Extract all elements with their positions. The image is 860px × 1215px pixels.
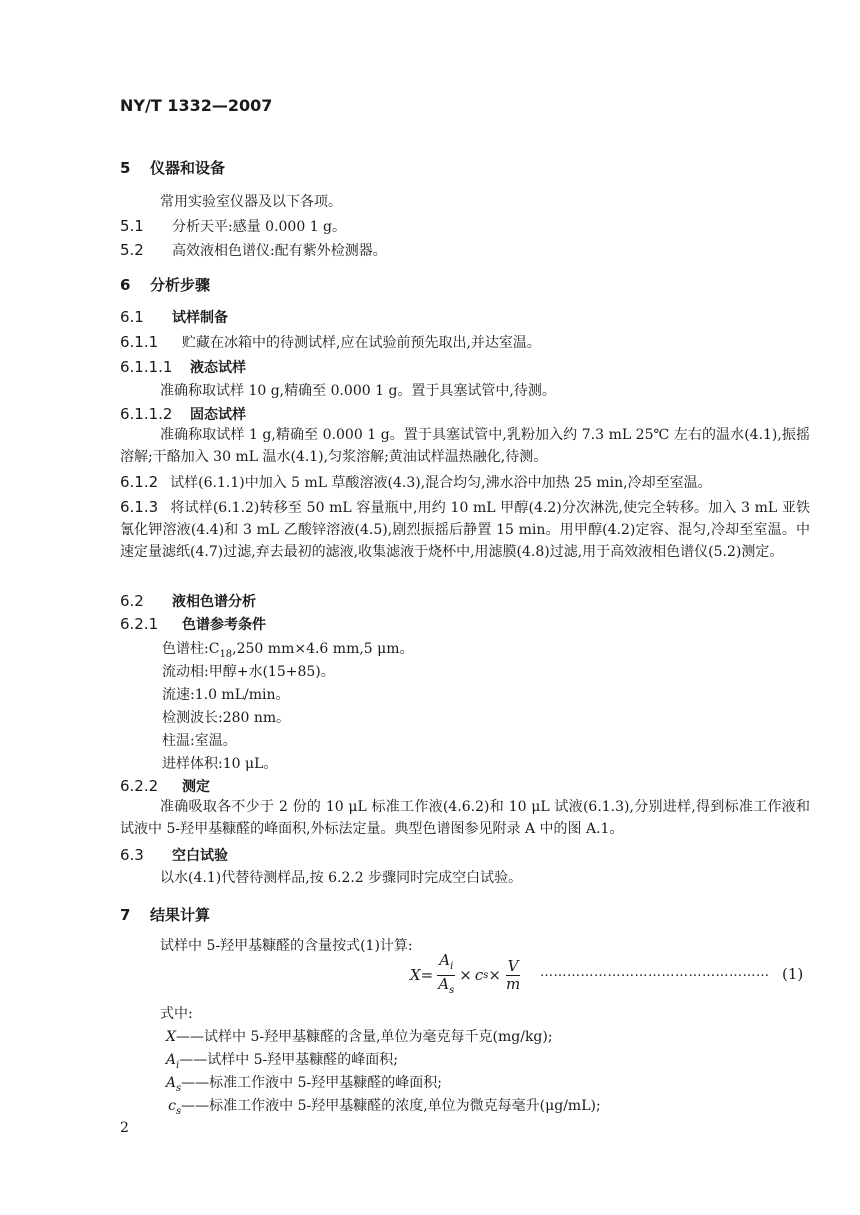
clause-number: 6.1.3 [120,498,159,516]
clause-number: 6.1.1 [120,333,159,351]
column-suffix: ,250 mm×4.6 mm,5 μm。 [232,641,414,657]
numerator-volume: V [507,956,519,975]
fraction-volume-mass [504,958,522,993]
column-subscript: 18 [219,648,233,660]
symbol: c [168,1098,176,1114]
column-prefix: 色谱柱:C [162,641,220,657]
condition-mobile-phase: 流动相:甲醇+水(15+85)。 [162,664,335,680]
clause-text: 贮藏在冰箱中的待测试样,应在试验前预先取出,并达室温。 [182,335,541,351]
clause-6-1-3 [120,496,810,563]
clause-6-1-1-1-text: 准确称取试样 10 g,精确至 0.000 1 g。置于具塞试管中,待测。 [160,383,556,399]
clause-6-1-2 [120,471,810,494]
section-title: 仪器和设备 [150,159,226,177]
numerator-symbol: A [439,950,451,969]
clause-number: 6.1.1.1 [120,358,173,376]
clause-title: 液态试样 [190,360,246,376]
denominator-mass: m [505,974,521,993]
clause-text: 高效液相色谱仪:配有紫外检测器。 [172,243,387,259]
section-number: 5 [120,159,131,177]
clause-number: 6.1.1.2 [120,405,173,423]
clause-6-2-2-heading [120,776,210,796]
clause-number: 6.1 [120,308,144,326]
condition-wavelength: 检测波长:280 nm。 [162,710,291,726]
section-title: 结果计算 [150,906,211,924]
clause-number: 6.2 [120,592,144,610]
symbol: A [165,1075,176,1091]
clause-6-2-1-heading [120,614,266,634]
section-6-heading [120,274,210,295]
where-label: 式中: [160,1006,193,1022]
section-number: 6 [120,276,131,294]
condition-column-temp: 柱温:室温。 [162,733,237,749]
clause-title: 试样制备 [172,310,228,326]
section-7-heading [120,904,210,925]
clause-6-2-heading [120,591,256,611]
definition-text: ——标准工作液中 5-羟甲基糠醛的峰面积; [181,1075,442,1091]
clause-6-1-heading [120,307,228,327]
symbol-subscript: s [176,1105,182,1117]
clause-title: 固态试样 [190,407,246,423]
fraction-area [436,952,456,999]
concentration-symbol: c [474,966,484,984]
clause-number: 5.2 [120,241,144,259]
standard-number: NY/T 1332—2007 [120,96,273,115]
clause-title: 色谱参考条件 [182,617,266,633]
clause-number: 6.1.2 [120,473,159,491]
formula-lhs: X= [410,966,434,984]
clause-5-1 [120,216,346,236]
denominator-symbol: A [438,974,450,993]
formula-1 [410,950,810,996]
section-number: 7 [120,906,131,924]
clause-text: 将试样(6.1.2)转移至 50 mL 容量瓶中,用约 10 mL 甲醇(4.2)分次淋洗,使完全转移。加入 3 mL 亚铁氰化钾溶液(4.4)和 3 mL 乙酸锌溶液(4.5),剧烈振摇后静置 15 min。用甲醇(4.2)定容、混匀,冷却至室温。中速定量滤纸(4.7)过滤,弃去最初的滤液,收集滤液于烧杯中,用滤膜(4.8)过滤,用于高效液相色谱仪(5.2)测定。 [120,500,810,560]
denominator-subscript: s [449,984,455,996]
section-5-intro: 常用实验室仪器及以下各项。 [160,194,342,210]
definition-as [160,1072,442,1094]
page-number: 2 [120,1120,129,1136]
equation-number: (1) [782,965,804,983]
clause-6-1-1 [120,332,541,352]
condition-column [162,638,414,660]
clause-text: 试样(6.1.1)中加入 5 mL 草酸溶液(4.3),混合均匀,沸水浴中加热 25 min,冷却至室温。 [170,475,712,491]
clause-6-1-1-1-heading [120,357,246,377]
clause-6-1-1-2-text: 准确称取试样 1 g,精确至 0.000 1 g。置于具塞试管中,乳粉加入约 7.3 mL 25℃ 左右的温水(4.1),振摇溶解;干酪加入 30 mL 温水(4.1),匀浆溶解;黄油试样温热融化,待测。 [120,427,810,465]
times-sign: × [459,966,472,984]
symbol-subscript: s [176,1082,182,1094]
definition-text: ——标准工作液中 5-羟甲基糠醛的浓度,单位为微克每毫升(μg/mL); [181,1098,601,1114]
symbol: X [166,1029,176,1045]
definition-ai [160,1049,398,1071]
clause-6-2-2-text: 准确吸取各不少于 2 份的 10 μL 标准工作液(4.6.2)和 10 μL 试液(6.1.3),分别进样,得到标准工作液和试液中 5-羟甲基糠醛的峰面积,外标法定量。典型色谱图参见附录 A 中的图 A.1。 [120,799,810,837]
concentration-subscript: s [483,969,489,981]
definition-text: ——试样中 5-羟甲基糠醛的峰面积; [179,1052,399,1068]
clause-number: 6.3 [120,846,144,864]
definition-x [160,1026,553,1048]
condition-injection-volume: 进样体积:10 μL。 [162,756,278,772]
clause-number: 6.2.1 [120,615,159,633]
definition-cs [160,1095,601,1117]
symbol-subscript: i [176,1059,180,1071]
times-sign: × [488,966,501,984]
clause-title: 液相色谱分析 [172,594,256,610]
clause-title: 空白试验 [172,848,228,864]
clause-6-3-text: 以水(4.1)代替待测样品,按 6.2.2 步骤同时完成空白试验。 [160,870,523,886]
clause-6-1-1-2-heading [120,404,246,424]
condition-flow-rate: 流速:1.0 mL/min。 [162,687,290,703]
clause-text: 分析天平:感量 0.000 1 g。 [172,219,347,235]
clause-6-3-heading [120,845,228,865]
section-7-intro: 试样中 5-羟甲基糠醛的含量按式(1)计算: [160,938,413,954]
numerator-subscript: i [450,960,454,972]
leader-dots: …………………………………………… [540,965,770,980]
clause-title: 测定 [182,779,210,795]
symbol: A [165,1052,176,1068]
section-title: 分析步骤 [150,276,211,294]
section-5-heading [120,157,225,178]
definition-text: ——试样中 5-羟甲基糠醛的含量,单位为毫克每千克(mg/kg); [176,1029,553,1045]
clause-number: 5.1 [120,217,144,235]
clause-number: 6.2.2 [120,777,159,795]
clause-5-2 [120,240,387,260]
